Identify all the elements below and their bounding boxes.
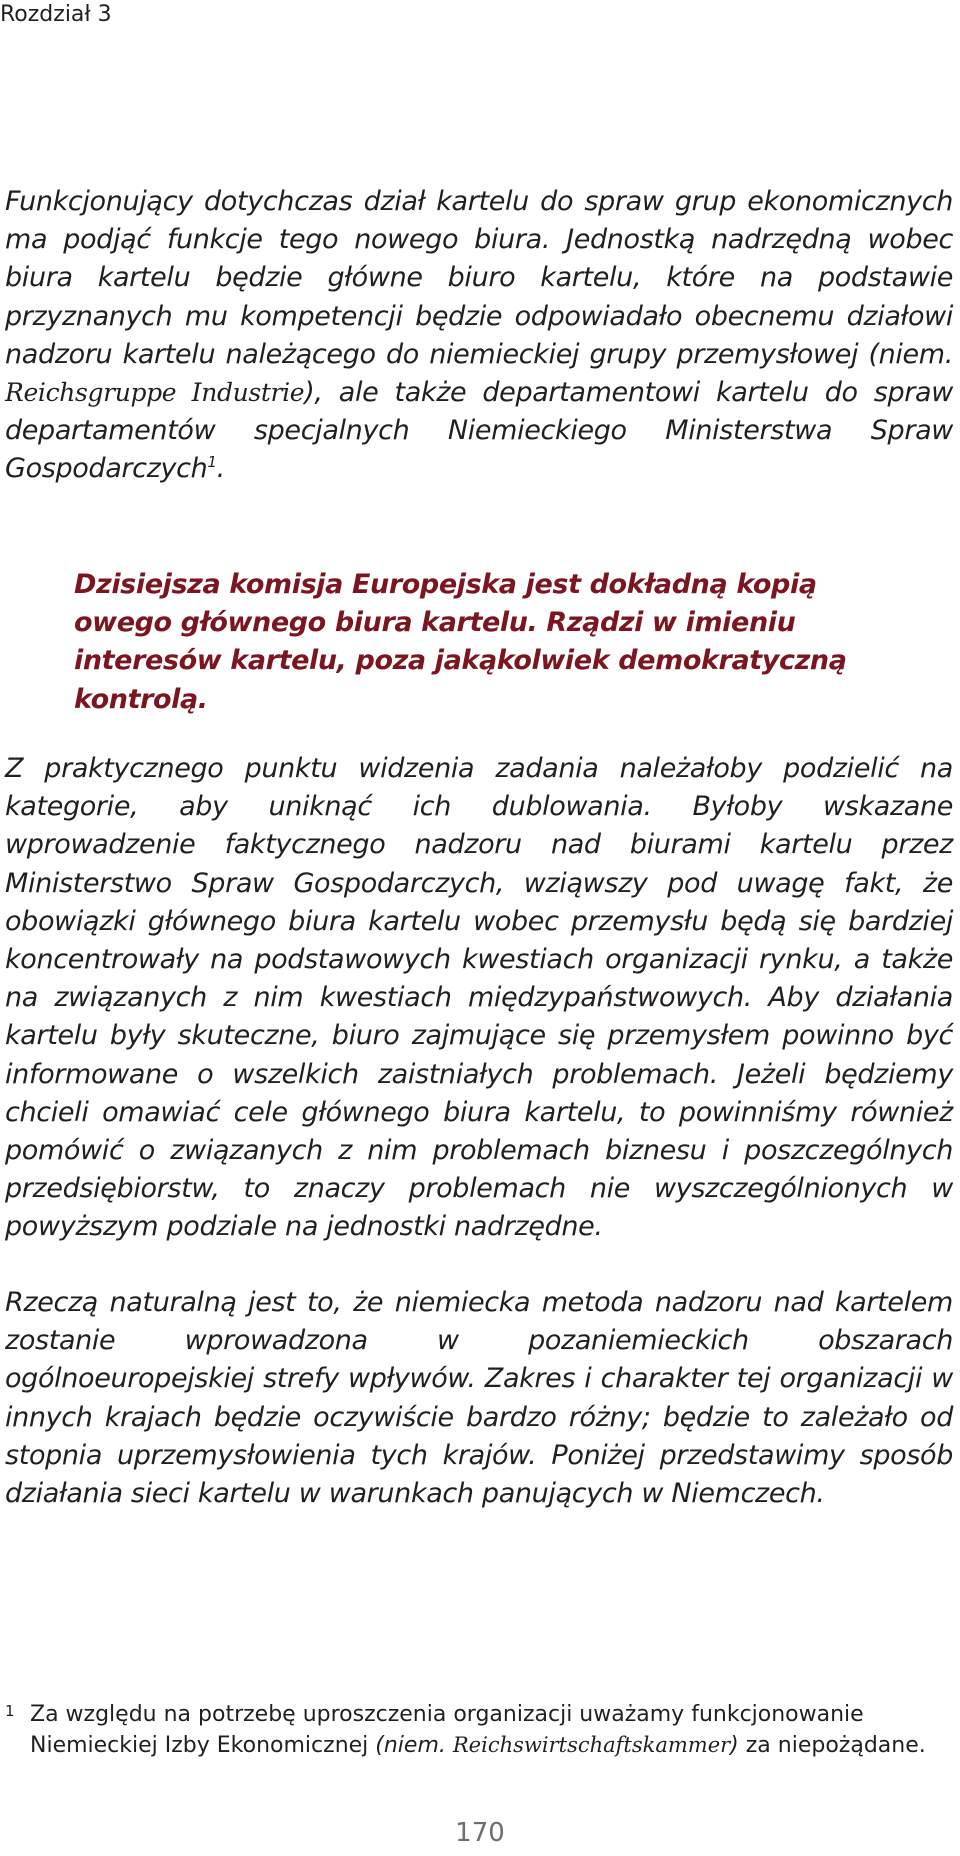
footnote-text [30, 1700, 953, 1761]
paragraph-1-term: Reichsgruppe Industrie [5, 378, 305, 408]
paragraph-3: Z praktycznego punktu widzenia zadania należałoby podzielić na kategorie, aby uniknąć ich dublowania. Byłoby wskazane wprowadzenie faktycznego nadzoru nad biurami kartelu przez Ministerstwo Spraw Gospodarczych, wziąwszy pod uwagę fakt, że obowiązki głównego biura kartelu wobec przemysłu będą się bardziej koncentrowały na podstawowych kwestiach organizacji rynku, a także na związanych z nim kwestiach międzypaństwowych. Aby działania kartelu były skuteczne, biuro zajmujące się przemysłem powinno być informowane o wszelkich zaistniałych problemach. Jeżeli będziemy chcieli omawiać cele głównego biura kartelu, to powinniśmy również pomówić o związanych z nim problemach biznesu i poszczególnych przedsiębiorstw, to znaczy problemach nie wyszczególnionych w powyższym podziale na jednostki nadrzędne. [5, 753, 953, 1243]
footnote [5, 1700, 953, 1761]
footnote-text-start: Za względu na potrzebę uproszczenia organizacji uważamy funkcjonowanie Niemieckiej Izby Ekonomicznej [30, 1702, 864, 1758]
footnote-text-end: za niepożądane. [738, 1733, 926, 1758]
paragraph-1-end: . [216, 453, 225, 485]
paragraph-1-text: Funkcjonujący dotychczas dział kartelu do spraw grup ekonomicznych ma podjąć funkcje tego nowego biura. Jednostką nadrzędną wobec biura kartelu będzie główne biuro kartelu, które na podstawie przyznanych mu kompetencji będzie odpowiadało obecnemu działowi nadzoru kartelu należącego do niemieckiej grupy przemysłowej (niem. [5, 186, 953, 370]
callout-quote: Dzisiejsza komisja Europejska jest dokładną kopią owego głównego biura kartelu. Rządzi w imieniu interesów kartelu, poza jakąkolwiek demokratyczną kontrolą. [74, 569, 847, 715]
footnote-term: Reichswirtschaftskammer [452, 1733, 731, 1757]
footnote-suffix: ) [730, 1733, 739, 1758]
page-number: 170 [455, 1818, 505, 1848]
footnote-prefix: (niem. [375, 1733, 453, 1758]
footnote-number: 1 [5, 1702, 15, 1720]
paragraph-1-text-cont: ), ale także departamentowi kartelu do spraw departamentów specjalnych Niemieckiego Ministerstwa Spraw Gospodarczych [5, 377, 953, 485]
paragraph-1 [5, 183, 953, 489]
chapter-header: Rozdział 3 [0, 2, 112, 27]
footnote-reference: 1 [207, 453, 217, 472]
paragraph-4: Rzeczą naturalną jest to, że niemiecka metoda nadzoru nad kartelem zostanie wprowadzona w pozaniemieckich obszarach ogólnoeuropejskiej strefy wpływów. Zakres i charakter tej organizacji w innych krajach będzie oczywiście bardzo różny; będzie to zależało od stopnia uprzemysłowienia tych krajów. Poniżej przedstawimy sposób działania sieci kartelu w warunkach panujących w Niemczech. [5, 1287, 953, 1510]
